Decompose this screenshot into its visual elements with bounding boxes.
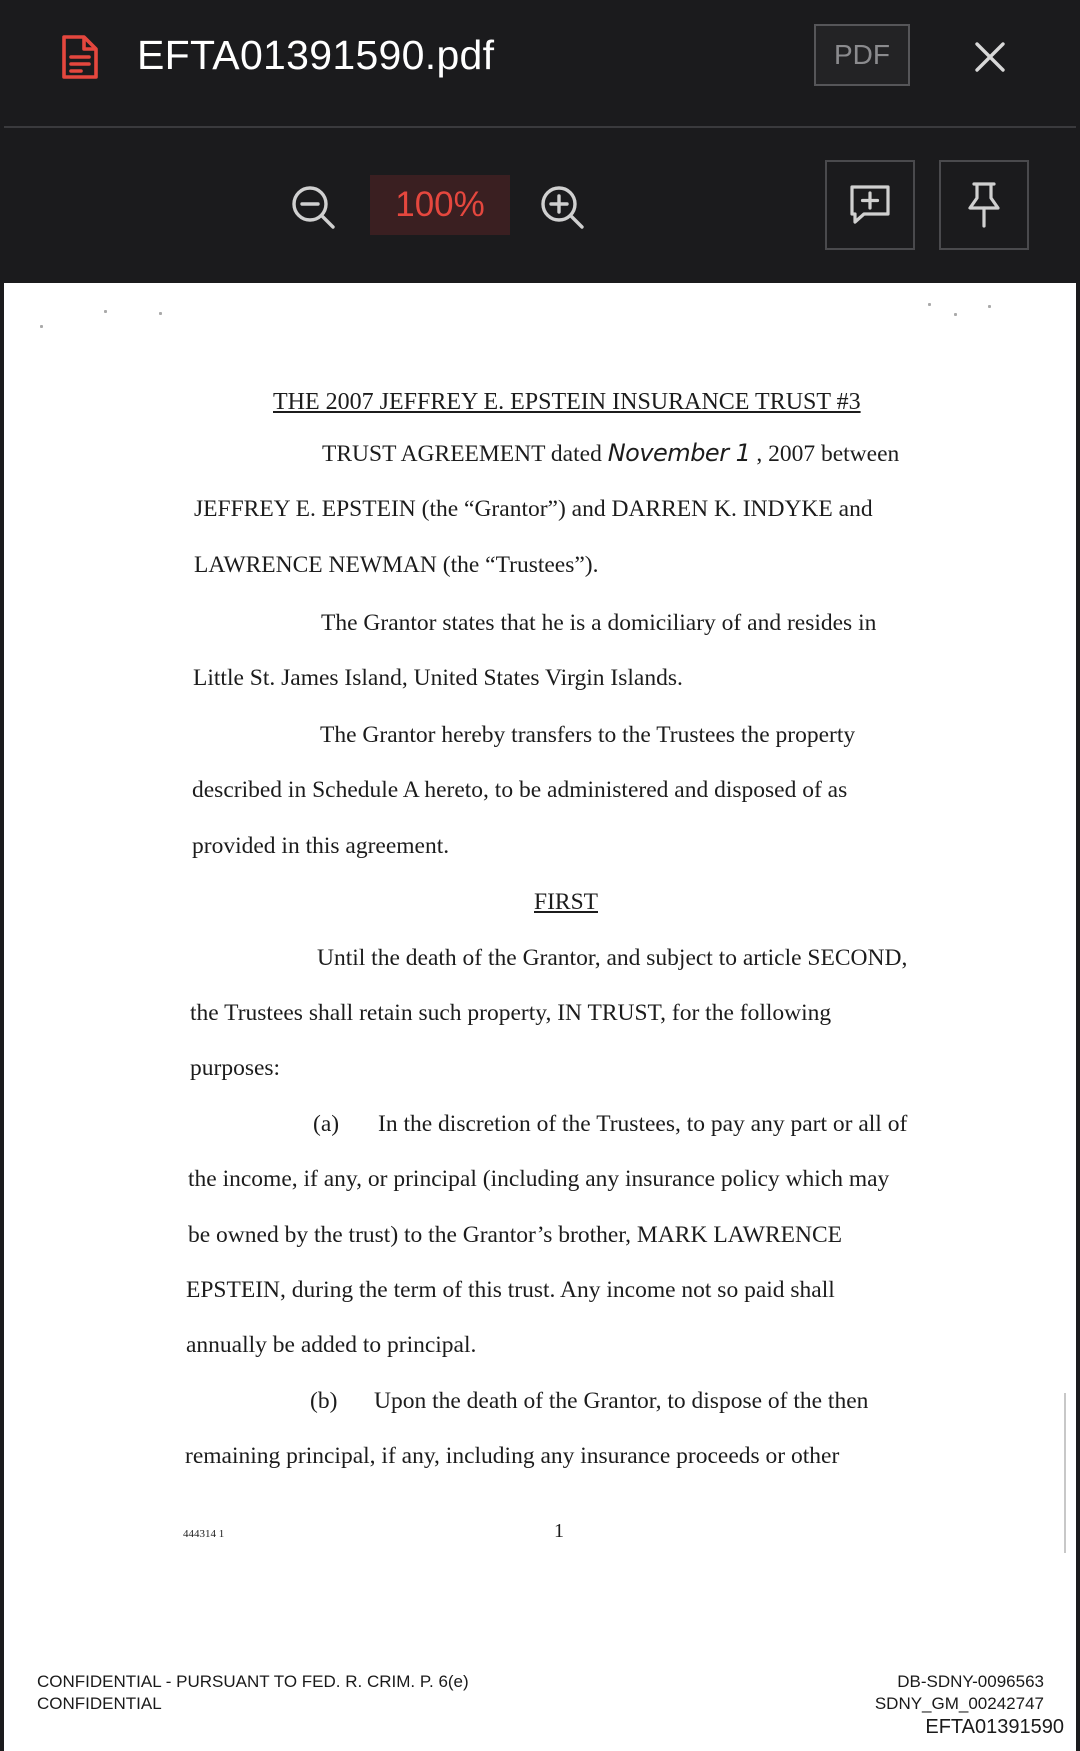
- clause-b-label: (b): [310, 1388, 338, 1414]
- intro-line-2: JEFFREY E. EPSTEIN (the “Grantor”) and DARREN K. INDYKE and: [194, 496, 873, 522]
- intro-line-1-text-b: , 2007 between: [750, 441, 900, 467]
- paragraph-3-line-3: provided in this agreement.: [192, 833, 450, 859]
- paragraph-4-line-3: purposes:: [190, 1055, 281, 1081]
- file-type-badge: PDF: [814, 24, 910, 86]
- intro-line-1-text-a: TRUST AGREEMENT dated: [322, 441, 608, 467]
- clause-a-line-2: the income, if any, or principal (including any insurance policy which may: [188, 1166, 890, 1192]
- viewer-header: [4, 0, 1076, 128]
- pin-icon: [962, 180, 1006, 230]
- document-number: 444314 1: [183, 1528, 225, 1540]
- paragraph-4-line-2: the Trustees shall retain such property, IN TRUST, for the following: [190, 1000, 832, 1026]
- clause-a-label: (a): [313, 1111, 340, 1137]
- clause-a-line-4: EPSTEIN, during the term of this trust. Any income not so paid shall: [186, 1277, 835, 1303]
- zoom-in-button[interactable]: [538, 183, 588, 233]
- paragraph-2-line-1: The Grantor states that he is a domiciliary of and resides in: [321, 610, 877, 636]
- footer-confidential-notice: CONFIDENTIAL - PURSUANT TO FED. R. CRIM. P. 6(e): [37, 1672, 469, 1691]
- add-comment-button[interactable]: [825, 160, 915, 250]
- paragraph-3-line-1: The Grantor hereby transfers to the Trustees the property: [320, 722, 856, 748]
- pdf-page: [4, 283, 1076, 1751]
- close-icon: [973, 40, 1007, 74]
- file-text-icon: [58, 33, 102, 81]
- footer-bates-2: SDNY_GM_00242747: [874, 1694, 1044, 1713]
- zoom-level-display[interactable]: 100%: [370, 175, 510, 235]
- footer-bates-1: DB-SDNY-0096563: [897, 1672, 1044, 1691]
- clause-a-line-1: In the discretion of the Trustees, to pay any part or all of: [378, 1111, 908, 1137]
- intro-line-1: [322, 438, 899, 469]
- add-comment-icon: [846, 182, 894, 228]
- clause-b-line-2: remaining principal, if any, including any insurance proceeds or other: [185, 1443, 840, 1469]
- page-number: 1: [554, 1520, 564, 1542]
- clause-b-line-1: Upon the death of the Grantor, to dispose of the then: [374, 1388, 869, 1414]
- file-name: EFTA01391590.pdf: [137, 32, 495, 78]
- footer-efta-id: EFTA01391590: [925, 1716, 1064, 1738]
- article-heading-first: FIRST: [534, 889, 598, 915]
- zoom-out-button[interactable]: [289, 183, 339, 233]
- document-title: THE 2007 JEFFREY E. EPSTEIN INSURANCE TRUST #3: [273, 389, 861, 415]
- document-content: [4, 283, 1076, 1751]
- close-button[interactable]: [959, 26, 1021, 88]
- paragraph-2-line-2: Little St. James Island, United States Virgin Islands.: [193, 665, 683, 691]
- paragraph-3-line-2: described in Schedule A hereto, to be administered and disposed of as: [192, 777, 848, 803]
- clause-a-line-5: annually be added to principal.: [186, 1332, 477, 1358]
- viewer-toolbar: [4, 130, 1076, 282]
- zoom-out-icon: [289, 183, 339, 233]
- zoom-in-icon: [538, 183, 588, 233]
- scan-edge-mark: [1064, 1393, 1066, 1553]
- footer-confidential: CONFIDENTIAL: [37, 1694, 162, 1713]
- pin-button[interactable]: [939, 160, 1029, 250]
- clause-a-line-3: be owned by the trust) to the Grantor’s brother, MARK LAWRENCE: [188, 1222, 842, 1248]
- paragraph-4-line-1: Until the death of the Grantor, and subject to article SECOND,: [317, 945, 908, 971]
- intro-line-3: LAWRENCE NEWMAN (the “Trustees”).: [194, 552, 599, 578]
- handwritten-date: November 1: [607, 439, 751, 467]
